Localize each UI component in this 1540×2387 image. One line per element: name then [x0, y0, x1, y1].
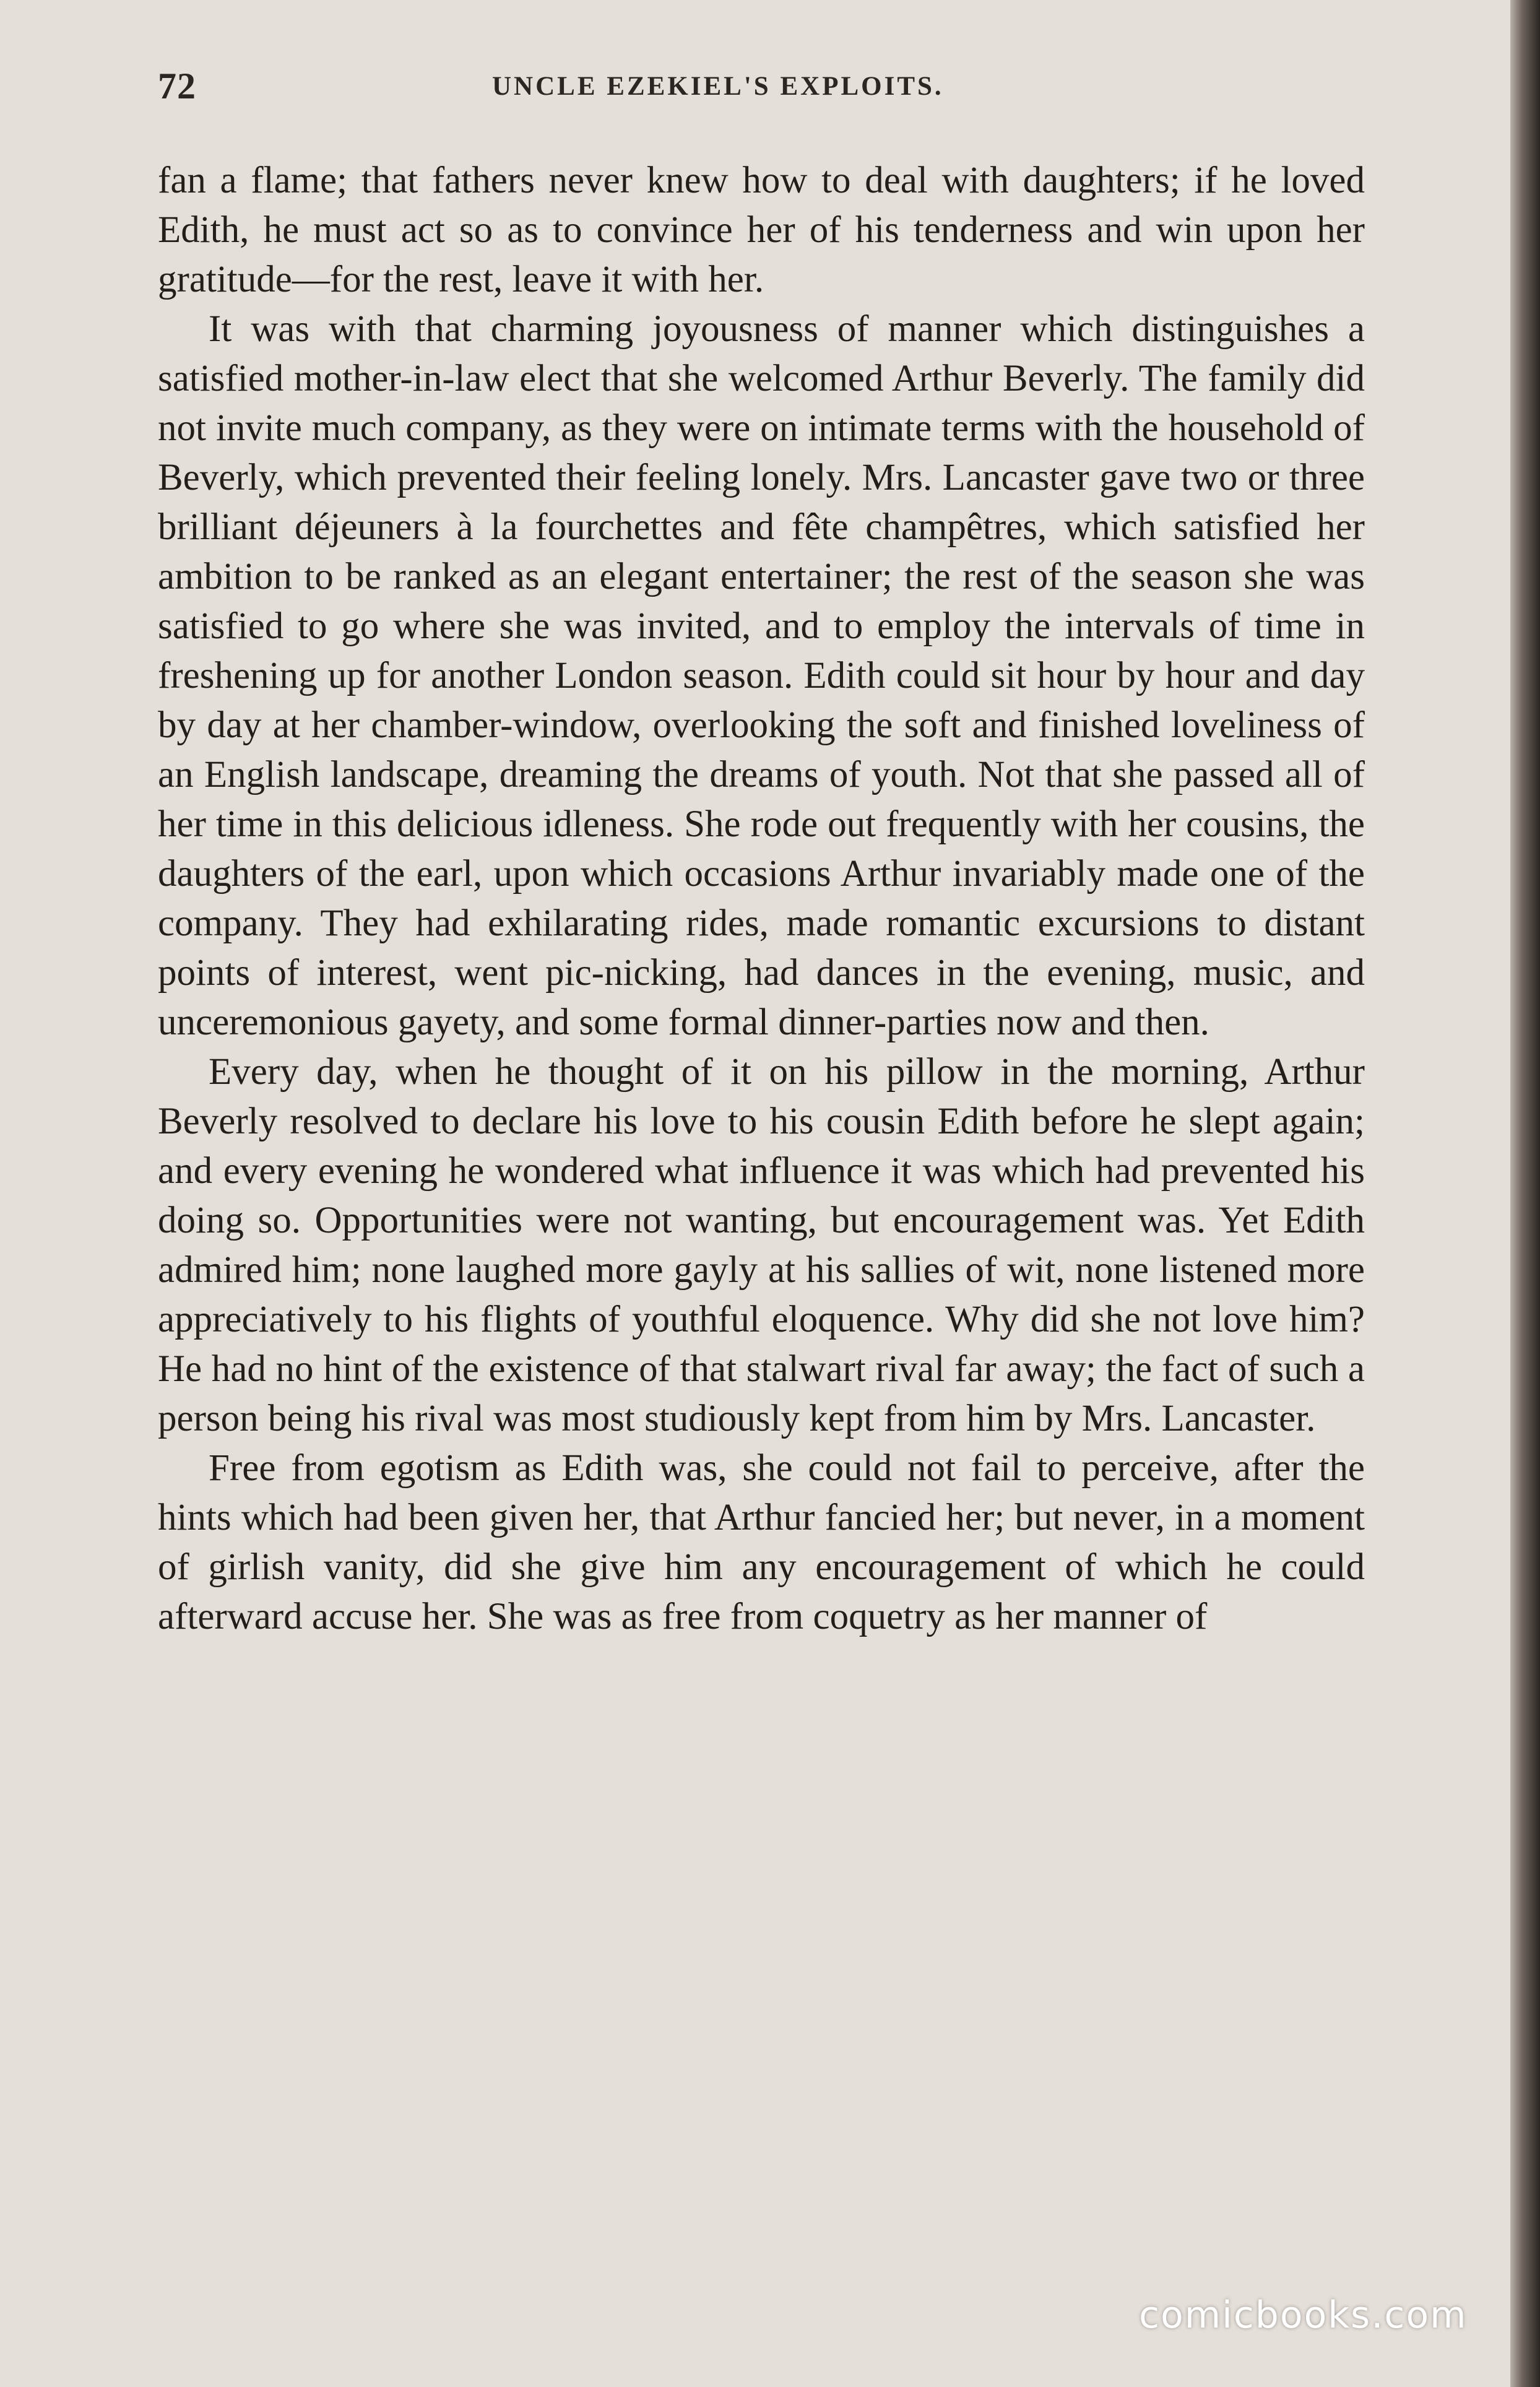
page-edge — [1510, 0, 1540, 2387]
body-text — [158, 156, 1365, 1642]
paragraph: fan a flame; that fathers never knew how to deal with daughters; if he loved Edith, he must act so as to convince her of his tenderness and win upon her gratitude—for the rest, leave it with her. — [158, 160, 1365, 300]
page-header — [158, 65, 1374, 115]
watermark: comicbooks.com — [1139, 2294, 1468, 2337]
page-number: 72 — [158, 66, 196, 106]
paragraph: Free from egotism as Edith was, she could not fail to perceive, after the hints which had been given her, that Arthur fancied her; but never, in a moment of girlish vanity, did she give him any encouragement of which he could afterward accuse her. She was as free from coquetry as her manner of — [158, 1447, 1365, 1637]
running-head: UNCLE EZEKIEL'S EXPLOITS. — [492, 72, 944, 101]
paragraph: Every day, when he thought of it on his pillow in the morning, Arthur Beverly resolved to declare his love to his cousin Edith before he slept again; and every evening he wondered what influence it was which had prevented his doing so. Opportunities were not wanting, but encouragement was. Yet Edith admired him; none laughed more gayly at his sallies of wit, none listened more appreciatively to his flights of youthful eloquence. Why did she not love him? He had no hint of the existence of that stalwart rival far away; the fact of such a person being his rival was most studiously kept from him by Mrs. Lancaster. — [158, 1051, 1365, 1439]
paragraph: It was with that charming joyousness of manner which distinguishes a satisfied mother-in-law elect that she welcomed Arthur Beverly. The family did not invite much company, as they were on intimate terms with the household of Beverly, which prevented their feeling lonely. Mrs. Lancaster gave two or three brilliant déjeuners à la fourchettes and fête champêtres, which satisfied her ambition to be ranked as an elegant entertainer; the rest of the season she was satisfied to go where she was invited, and to employ the intervals of time in freshening up for another London season. Edith could sit hour by hour and day by day at her chamber-window, overlooking the soft and finished loveliness of an English landscape, dreaming the dreams of youth. Not that she passed all of her time in this delicious idleness. She rode out frequently with her cousins, the daughters of the earl, upon which occasions Arthur invariably made one of the company. They had exhilarating rides, made romantic excursions to distant points of interest, went pic-nicking, had dances in the evening, music, and unceremonious gayety, and some formal dinner-parties now and then. — [158, 308, 1365, 1043]
